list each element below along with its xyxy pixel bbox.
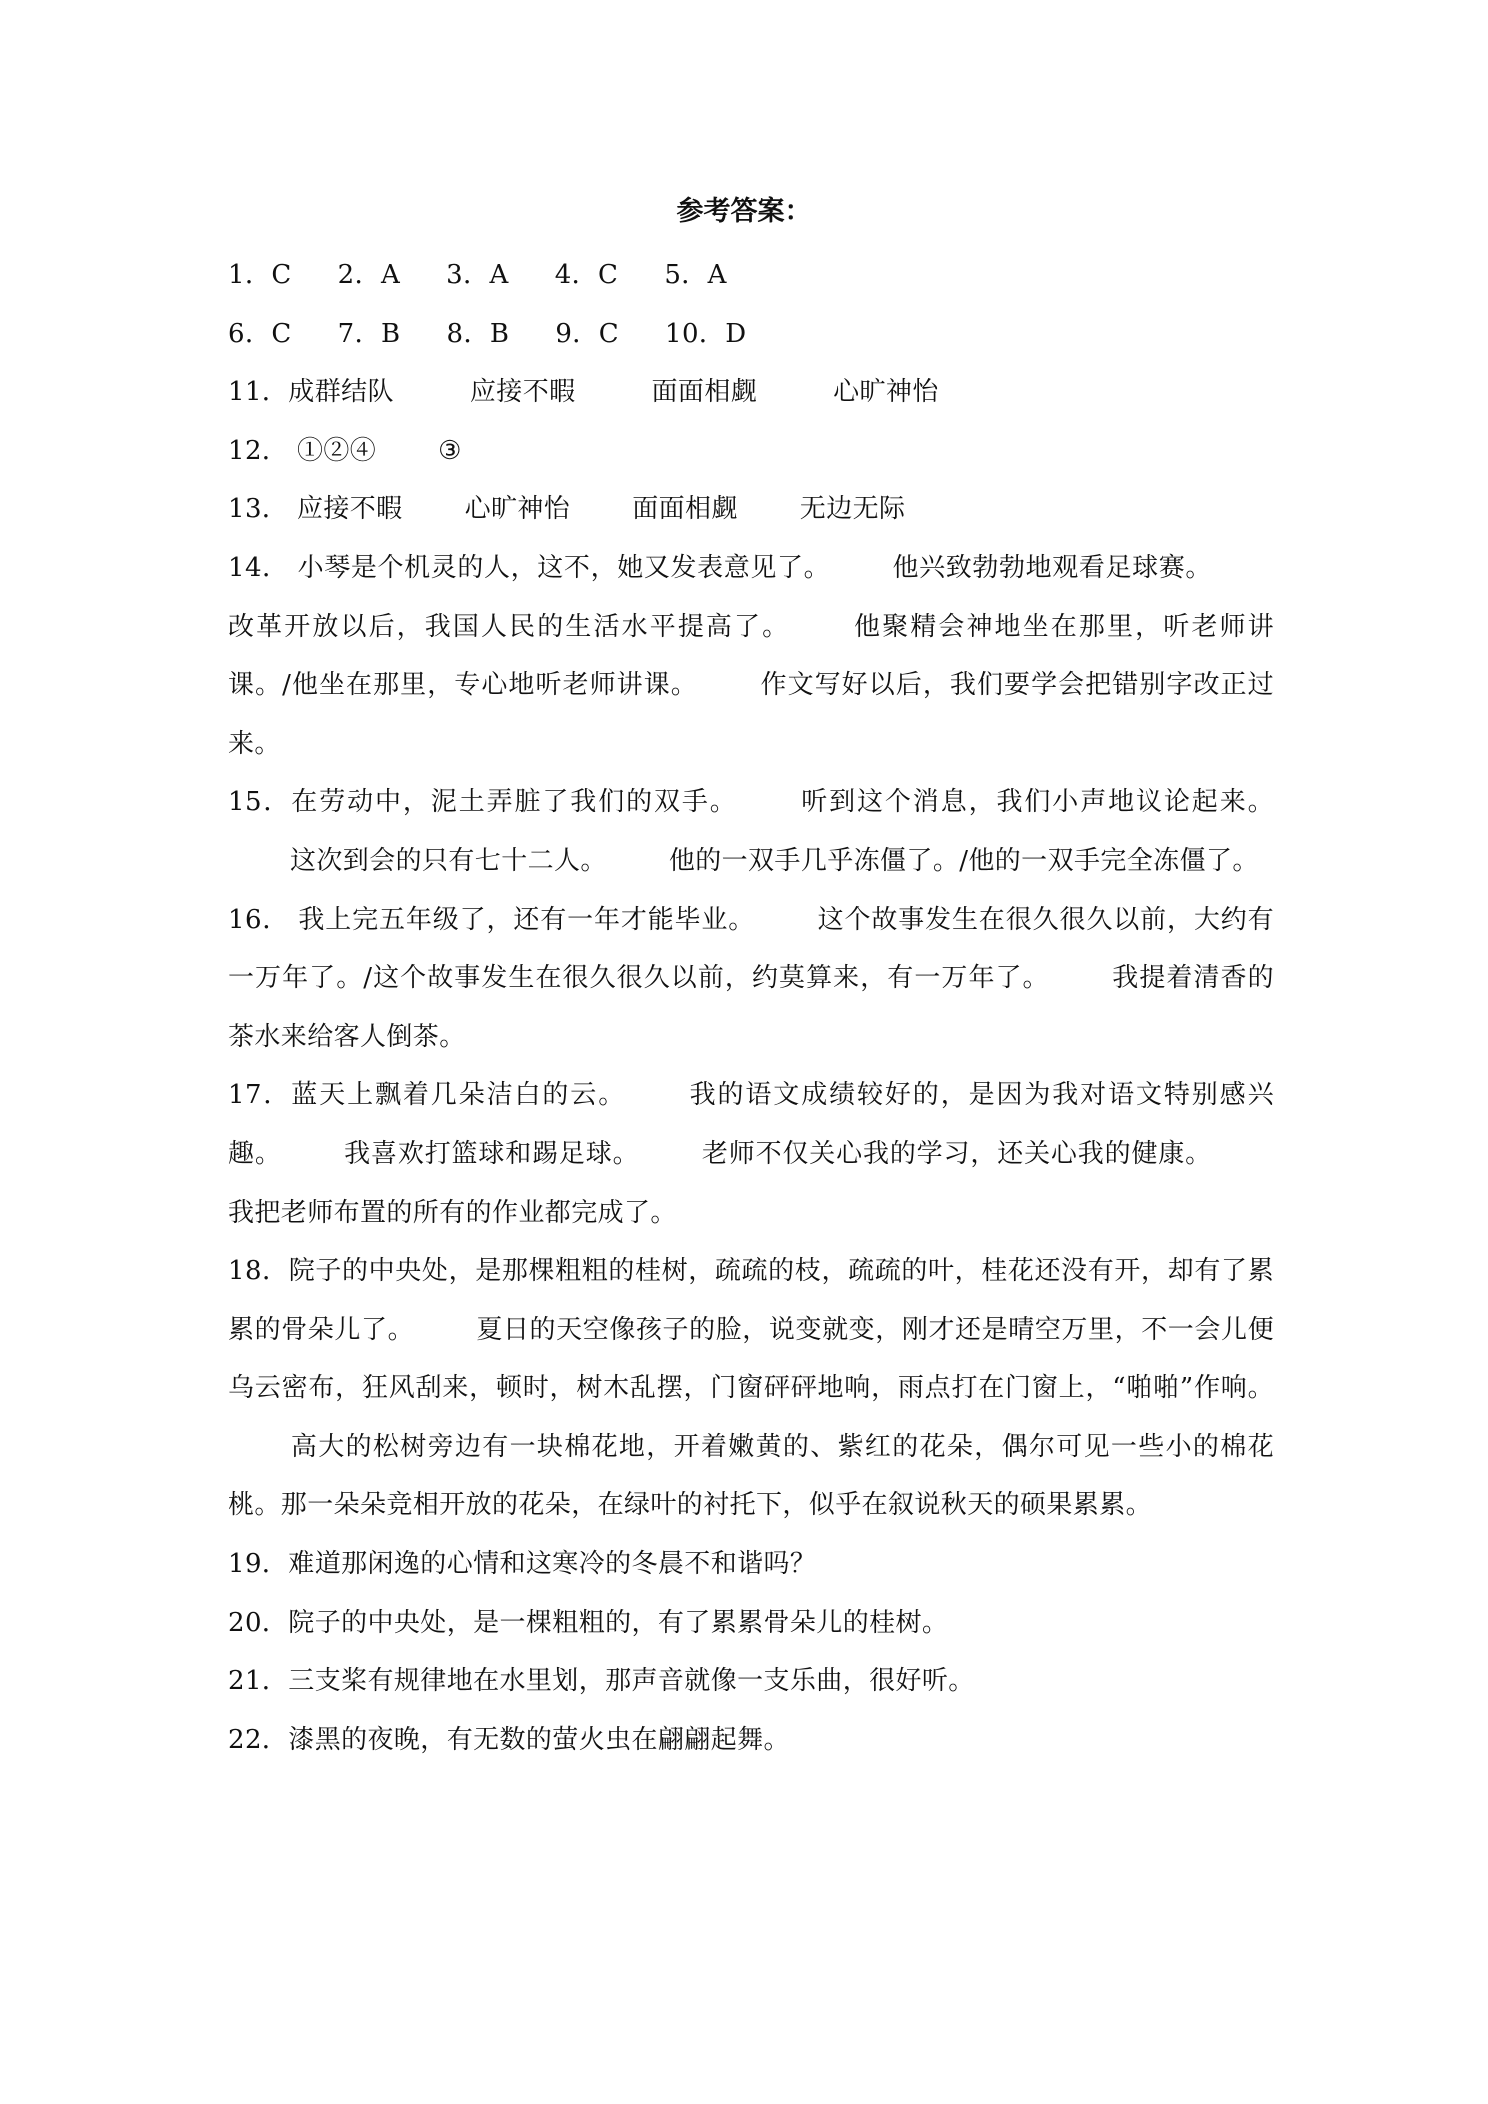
answer-item: 夏日的天空像孩子的脸，说变就变，刚才还是晴空万里，不一会儿便乌云密布，狂风刮来，顿时，树木乱摆，门窗砰砰地响，雨点打在门窗上，“啪啪”作响。 <box>228 1314 1274 1404</box>
answer-number: 17． <box>228 1080 292 1111</box>
answer-number: 15． <box>228 787 292 818</box>
answer-item: ①②④ <box>296 435 377 466</box>
answer-number: 21． <box>228 1666 289 1697</box>
answer-1: 1．C <box>228 260 292 290</box>
answer-item: 漆黑的夜晚，有无数的萤火虫在翩翩起舞。 <box>288 1724 790 1755</box>
answer-number: 12． <box>228 435 289 466</box>
answer-16 <box>228 891 1274 1067</box>
page-title: 参考答案： <box>676 196 812 227</box>
answer-15 <box>228 773 1274 890</box>
answer-item: 作文写好以后，我们要学会把错别字改正过来。 <box>228 670 1274 759</box>
answer-item: 面面相觑 <box>651 377 758 408</box>
answer-8: 8．B <box>446 318 510 349</box>
answer-item: 院子的中央处，是一棵粗粗的，有了累累骨朵儿的桂树。 <box>288 1607 949 1638</box>
answer-item: 面面相觑 <box>632 494 738 525</box>
answer-list <box>228 246 1274 1769</box>
answer-17 <box>228 1066 1274 1242</box>
answer-12 <box>228 422 1274 481</box>
answer-item: 应接不暇 <box>469 377 576 408</box>
answer-10: 10．D <box>665 318 747 349</box>
answer-item: 他的一双手几乎冻僵了。/他的一双手完全冻僵了。 <box>668 845 1259 876</box>
answer-number: 20． <box>228 1607 289 1638</box>
answer-row-6-10 <box>228 305 1274 364</box>
answer-item: 这次到会的只有七十二人。 <box>290 845 607 876</box>
answer-item: 我的语文成绩较好的，是因为我对语文特别感兴趣。 <box>228 1080 1274 1169</box>
answer-item: 他兴致勃勃地观看足球赛。 <box>892 552 1212 583</box>
answer-13 <box>228 480 1274 539</box>
answer-item: 高大的松树旁边有一块棉花地，开着嫩黄的、紫红的花朵，偶尔可见一些小的棉花桃。那一朵朵竞相开放的花朵，在绿叶的衬托下，似乎在叙说秋天的硕果累累。 <box>228 1431 1274 1521</box>
answer-number: 13． <box>228 494 289 525</box>
answer-item: 成群结队 <box>288 377 394 408</box>
answer-number: 11． <box>228 377 289 408</box>
answer-item: ③ <box>438 435 462 466</box>
answer-item: 我把老师布置的所有的作业都完成了。 <box>228 1197 677 1228</box>
answer-item: 他聚精会神地坐在那里，听老师讲课。/他坐在那里，专心地听老师讲课。 <box>228 611 1274 701</box>
answer-item: 心旷神怡 <box>464 494 571 525</box>
answer-number: 18． <box>228 1256 289 1287</box>
answer-item: 这个故事发生在很久很久以前，大约有一万年了。/这个故事发生在很久很久以前，约莫算来，有一万年了。 <box>228 904 1274 994</box>
answer-item: 三支桨有规律地在水里划，那声音就像一支乐曲，很好听。 <box>288 1666 975 1697</box>
answer-9: 9．C <box>555 318 619 349</box>
answer-item: 我上完五年级了，还有一年才能毕业。 <box>298 904 756 935</box>
answer-number: 16． <box>228 904 290 935</box>
answer-item: 在劳动中，泥土弄脏了我们的双手。 <box>291 787 738 818</box>
answer-item: 应接不暇 <box>296 494 403 525</box>
answer-5: 5．A <box>664 260 727 290</box>
answer-item: 改革开放以后，我国人民的生活水平提高了。 <box>228 611 791 642</box>
answer-20 <box>228 1594 1274 1653</box>
answer-number: 22． <box>228 1724 289 1755</box>
answer-item: 听到这个消息，我们小声地议论起来。 <box>799 787 1274 818</box>
answer-21 <box>228 1652 1274 1711</box>
answer-item: 小琴是个机灵的人，这不，她又发表意见了。 <box>297 552 831 583</box>
answer-11 <box>228 363 1274 422</box>
answer-item: 我提着清香的茶水来给客人倒茶。 <box>228 963 1274 1052</box>
answer-18 <box>228 1242 1274 1535</box>
answer-item: 无边无际 <box>799 494 906 525</box>
answer-item: 我喜欢打篮球和踢足球。 <box>343 1138 640 1169</box>
answer-2: 2．A <box>337 260 401 290</box>
answer-item: 老师不仅关心我的学习，还关心我的健康。 <box>701 1138 1212 1169</box>
answer-14 <box>228 539 1274 773</box>
answer-row-1-5 <box>228 246 1274 305</box>
answer-item: 心旷神怡 <box>833 377 939 408</box>
answer-number: 19． <box>228 1549 289 1580</box>
answer-6: 6．C <box>228 318 292 349</box>
answer-item: 蓝天上飘着几朵洁白的云。 <box>291 1080 627 1111</box>
answer-19 <box>228 1535 1274 1594</box>
answer-item: 院子的中央处，是那棵粗粗的桂树，疏疏的枝，疏疏的叶，桂花还没有开，却有了累累的骨朵儿了。 <box>228 1256 1274 1345</box>
answer-3: 3．A <box>446 260 509 290</box>
answer-number: 14． <box>228 552 289 583</box>
answer-22 <box>228 1711 1274 1770</box>
answer-7: 7．B <box>337 318 401 349</box>
answer-4: 4．C <box>554 260 619 290</box>
answer-item: 难道那闲逸的心情和这寒冷的冬晨不和谐吗？ <box>288 1549 817 1580</box>
